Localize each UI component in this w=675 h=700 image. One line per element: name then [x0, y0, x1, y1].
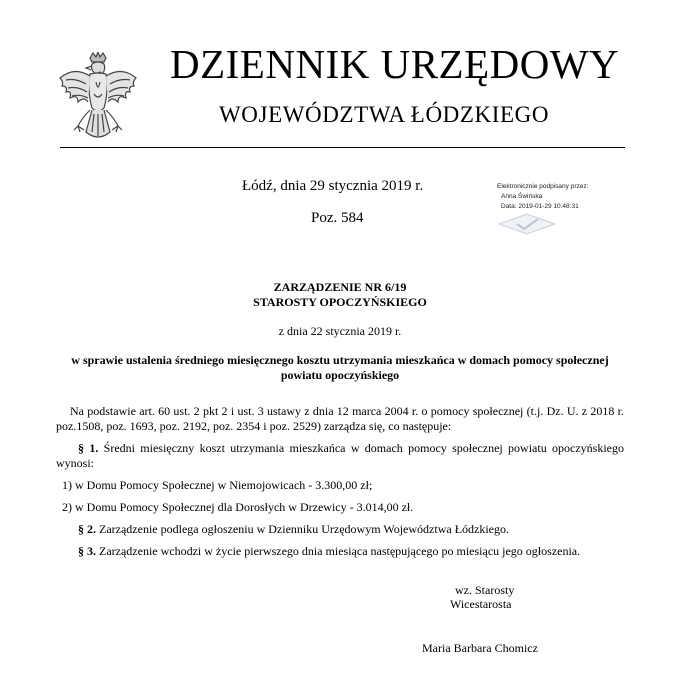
- legal-basis: Na podstawie art. 60 ust. 2 pkt 2 i ust. 3 ustawy z dnia 12 marca 2004 r. o pomocy społecznej (t.j. Dz. U. z 2018 r. poz.1508, poz. 1693, poz. 2192, poz. 2354 i poz. 2529) zarządza się, co następuje:: [56, 404, 624, 433]
- position-number: Poz. 584: [311, 210, 364, 226]
- signature-caption: Elektronicznie podpisany przez:: [497, 183, 589, 190]
- cost-item-1: 1) w Domu Pomocy Społecznej w Niemojowicach - 3.300,00 zł;: [62, 478, 373, 492]
- cost-item-2: 2) w Domu Pomocy Społecznej dla Dorosłych w Drzewicy - 3.014,00 zł.: [62, 500, 414, 514]
- signer-name: Anna Świńska: [501, 193, 543, 200]
- ordinance-subject-line1: w sprawie ustalenia średniego miesięcznego kosztu utrzymania mieszkańca w domach pomocy społecznej: [71, 353, 609, 367]
- paragraph-1: [56, 441, 624, 471]
- polish-eagle-emblem: [56, 52, 140, 150]
- signatory-name: Maria Barbara Chomicz: [422, 641, 538, 655]
- signature-date: Data: 2019-01-29 10:48:31: [501, 203, 579, 210]
- journal-subtitle: WOJEWÓDZTWA ŁÓDZKIEGO: [219, 102, 550, 127]
- paragraph-2-text: Zarządzenie podlega ogłoszeniu w Dzienniku Urzędowym Województwa Łódzkiego.: [99, 522, 510, 536]
- signatory-title: Wicestarosta: [450, 597, 512, 611]
- paragraph-3-mark: § 3.: [78, 544, 96, 558]
- ordinance-issuer: STAROSTY OPOCZYŃSKIEGO: [253, 295, 427, 309]
- paragraph-1-mark: § 1.: [78, 441, 99, 455]
- journal-title: DZIENNIK URZĘDOWY: [170, 41, 620, 87]
- paragraph-2: [56, 522, 624, 537]
- paragraph-3: [56, 544, 624, 559]
- ordinance-number: ZARZĄDZENIE NR 6/19: [273, 280, 407, 294]
- ordinance-subject-line2: powiatu opoczyńskiego: [280, 368, 400, 382]
- ordinance-date: z dnia 22 stycznia 2019 r.: [278, 324, 402, 338]
- header-divider: [60, 147, 625, 148]
- signatory-on-behalf: wz. Starosty: [455, 583, 515, 597]
- publication-date: Łódź, dnia 29 stycznia 2019 r.: [242, 178, 424, 194]
- electronic-signature-box: [497, 182, 588, 212]
- paragraph-3-text: Zarządzenie wchodzi w życie pierwszego dnia miesiąca następującego po miesiącu jego ogłoszenia.: [99, 544, 581, 558]
- ordinance-body: [56, 280, 624, 559]
- signature-check-icon: [497, 212, 557, 236]
- paragraph-1-text: Średni miesięczny koszt utrzymania mieszkańca w domach pomocy społecznej powiatu opoczyńskiego wynosi:: [56, 441, 625, 470]
- paragraph-2-mark: § 2.: [78, 522, 96, 536]
